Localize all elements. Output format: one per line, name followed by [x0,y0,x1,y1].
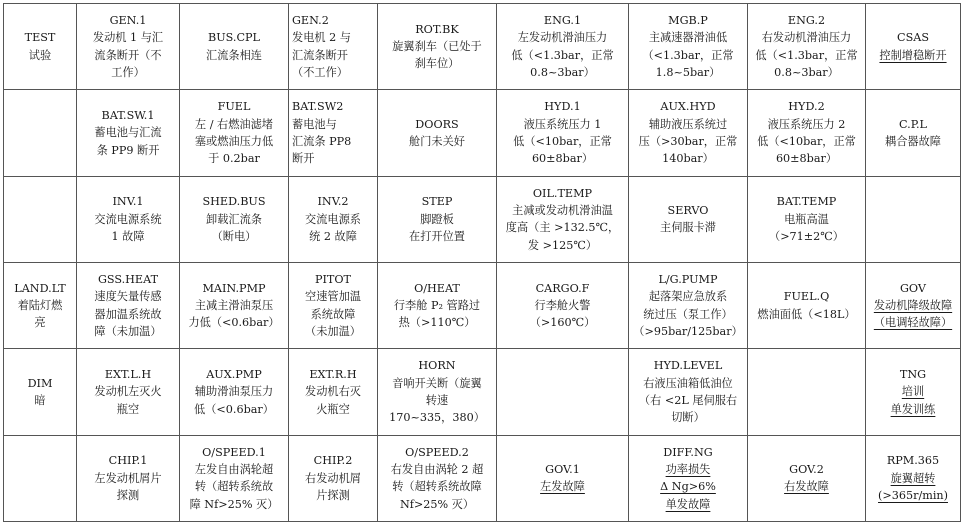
indicator-code: SERVO [667,203,709,217]
table-cell [748,176,866,262]
indicator-description: 左发动机屑片 探测 [94,471,162,502]
indicator-code: C.P.L [899,117,927,131]
indicator-description: 舱门未关好 [409,134,465,148]
indicator-code: HYD.2 [788,100,825,114]
indicator-code: CHIP.1 [108,454,148,468]
warning-panel-body [4,4,961,522]
table-cell [289,176,378,262]
indicator-code: CSAS [897,31,929,45]
indicator-code: DIM [27,376,53,390]
table-cell [497,435,629,521]
table-cell [866,176,961,262]
table-cell [180,176,289,262]
table-row [4,90,961,176]
table-cell [866,262,961,348]
indicator-code: LAND.LT [14,281,66,295]
indicator-description: 主减或发动机滑油温 度高（主 >132.5℃， 发 >125℃） [505,203,620,252]
table-row [4,176,961,262]
indicator-code: RPM.365 [886,454,940,468]
indicator-description: 左 / 右燃油滤堵 塞或燃油压力低 于 0.2bar [194,117,274,166]
indicator-description: 蓄电池与 汇流条 PP8 断开 [292,117,352,166]
indicator-code: CARGO.F [535,281,590,295]
table-cell [629,4,748,90]
table-cell [378,90,497,176]
table-cell [748,349,866,435]
indicator-description: 主减主滑油泵压 力低（<0.6bar） [188,298,280,330]
indicator-code: O/SPEED.1 [202,445,266,459]
table-cell [4,435,77,521]
indicator-description: 左发故障 [540,480,585,494]
table-cell [180,349,289,435]
table-cell [497,176,629,262]
table-cell [629,176,748,262]
indicator-code: HYD.LEVEL [653,359,723,373]
indicator-code: INV.1 [112,195,144,209]
indicator-description: 辅助滑油泵压力 低（<0.6bar） [194,385,274,416]
indicator-description: 发动机右灭 火瓶空 [305,385,361,416]
table-cell [77,349,180,435]
indicator-description: 左发自由涡轮超 转（超转系统故 障 Nf>25% 灭） [189,462,279,511]
indicator-description: 发电机 2 与 汇流条断开 （不工作） [292,31,351,80]
indicator-code: TNG [899,367,927,381]
table-cell [4,349,77,435]
indicator-code: ROT.BK [415,22,459,36]
table-cell [180,90,289,176]
indicator-code: DOORS [415,117,459,131]
table-cell [378,435,497,521]
indicator-code: OIL.TEMP [532,186,593,200]
indicator-description: 汇流条相连 [206,48,262,62]
table-cell [378,349,497,435]
table-cell [866,435,961,521]
indicator-description: 燃油面低（<18L） [757,307,856,321]
indicator-description: 速度矢量传感 器加温系统故 障（未加温） [94,290,162,338]
table-cell [4,90,77,176]
indicator-description: 旋翼超转 (>365r/min) [878,471,948,502]
table-cell [289,4,378,90]
indicator-code: SHED.BUS [202,195,266,209]
indicator-code: L/G.PUMP [658,272,718,286]
table-cell [180,4,289,90]
indicator-code: MGB.P [668,13,708,27]
indicator-description: 右发动机屑 片探测 [305,471,361,502]
indicator-code: GEN.2 [292,13,329,27]
indicator-description: 控制增稳断开 [879,48,947,62]
indicator-description: 右发自由涡轮 2 超 转（超转系统故障 Nf>25% 灭） [390,462,484,511]
table-row [4,435,961,521]
indicator-description: 主伺服卡滞 [660,221,716,235]
table-cell [497,90,629,176]
indicator-description: 交流电源系统 1 故障 [94,212,162,243]
table-cell [180,435,289,521]
indicator-description: 辅助液压系统过 压（>30bar，正常 140bar） [638,117,738,166]
indicator-description: 电瓶高温 （>71±2℃） [769,212,844,243]
table-cell [289,262,378,348]
indicator-description: 起落架应急放系 统过压（泵工作） （>95bar/125bar） [633,290,743,338]
table-cell [180,262,289,348]
indicator-description: 行李舱火警 （>160℃） [529,298,596,330]
indicator-description: 行李舱 P₂ 管路过 热（>110℃） [393,298,481,330]
table-cell [289,90,378,176]
indicator-code: FUEL [217,100,251,114]
indicator-description: 卸载汇流条 （断电） [206,212,262,243]
indicator-code: HORN [418,359,456,373]
indicator-code: EXT.L.H [104,367,152,381]
indicator-code: GEN.1 [109,13,147,27]
indicator-description: 空速管加温 系统故障 （未加温） [305,290,361,338]
table-cell [4,262,77,348]
indicator-code: GOV.1 [545,462,580,476]
indicator-code: STEP [421,195,453,209]
table-cell [77,435,180,521]
indicator-description: 暗 [34,393,46,407]
indicator-description: 右发故障 [784,480,829,494]
table-cell [866,90,961,176]
table-cell [4,176,77,262]
indicator-code: BAT.SW2 [292,100,344,114]
indicator-code: INV.2 [317,195,349,209]
table-cell [629,349,748,435]
indicator-code: AUX.PMP [206,367,262,381]
table-cell [866,4,961,90]
table-cell [748,4,866,90]
indicator-code: ENG.1 [543,13,582,27]
indicator-description: 发动机左灭火 瓶空 [94,385,162,416]
indicator-code: TEST [24,31,56,45]
warning-panel-table [3,3,961,522]
table-row [4,262,961,348]
indicator-description: 音响开关断（旋翼 转速 170~335，380） [389,376,485,425]
indicator-code: HYD.1 [544,100,581,114]
indicator-description: 主减速器滑油低 （<1.3bar，正常 1.8~5bar） [642,31,734,80]
indicator-description: 交流电源系 统 2 故障 [305,212,361,243]
table-cell [629,435,748,521]
table-cell [77,90,180,176]
table-cell [866,349,961,435]
table-cell [497,349,629,435]
indicator-code: GOV [900,281,926,295]
table-cell [289,349,378,435]
indicator-description: 功率损失 Δ Ng>6% 单发故障 [660,462,716,511]
indicator-description: 发动机降级故障 （电调轻故障） [873,298,953,330]
table-cell [289,435,378,521]
indicator-description: 耦合器故障 [885,134,941,148]
indicator-description: 液压系统压力 2 低（<10bar，正常 60±8bar） [757,117,856,166]
indicator-code: O/HEAT [414,281,460,295]
indicator-description: 左发动机滑油压力 低（<1.3bar，正常 0.8~3bar） [511,31,614,80]
table-cell [497,4,629,90]
indicator-description: 培训 单发训练 [890,385,936,416]
table-cell [77,262,180,348]
indicator-code: EXT.R.H [309,367,357,381]
indicator-code: AUX.HYD [660,100,716,114]
table-cell [378,4,497,90]
indicator-code: O/SPEED.2 [405,445,469,459]
indicator-description: 液压系统压力 1 低（<10bar，正常 60±8bar） [513,117,612,166]
table-cell [378,262,497,348]
table-row [4,4,961,90]
table-cell [77,4,180,90]
table-cell [378,176,497,262]
indicator-code: ENG.2 [787,13,826,27]
indicator-code: GOV.2 [789,462,824,476]
table-cell [497,262,629,348]
indicator-description: 脚蹬板 在打开位置 [409,212,465,243]
table-cell [4,4,77,90]
indicator-code: GSS.HEAT [97,272,159,286]
table-cell [77,176,180,262]
indicator-code: MAIN.PMP [202,281,266,295]
table-cell [629,262,748,348]
table-cell [748,262,866,348]
table-cell [629,90,748,176]
indicator-description: 右液压油箱低油位 （右 <2L 尾伺服右 切断） [638,376,738,425]
table-cell [748,90,866,176]
indicator-code: BAT.TEMP [776,195,837,209]
indicator-description: 右发动机滑油压力 低（<1.3bar，正常 0.8~3bar） [755,31,858,80]
indicator-code: DIFF.NG [663,445,713,459]
indicator-code: CHIP.2 [313,454,353,468]
indicator-description: 旋翼刹车（已处于 刹车位） [392,39,482,71]
indicator-description: 试验 [28,48,52,62]
indicator-code: BUS.CPL [208,31,260,45]
indicator-code: PITOT [314,272,352,286]
table-row [4,349,961,435]
table-cell [748,435,866,521]
indicator-description: 发动机 1 与汇 流条断开（不 工作） [92,31,164,80]
indicator-description: 着陆灯燃 亮 [17,298,63,330]
indicator-description: 蓄电池与汇流 条 PP9 断开 [94,126,162,157]
indicator-code: FUEL.Q [783,290,830,304]
indicator-code: BAT.SW.1 [101,108,155,122]
